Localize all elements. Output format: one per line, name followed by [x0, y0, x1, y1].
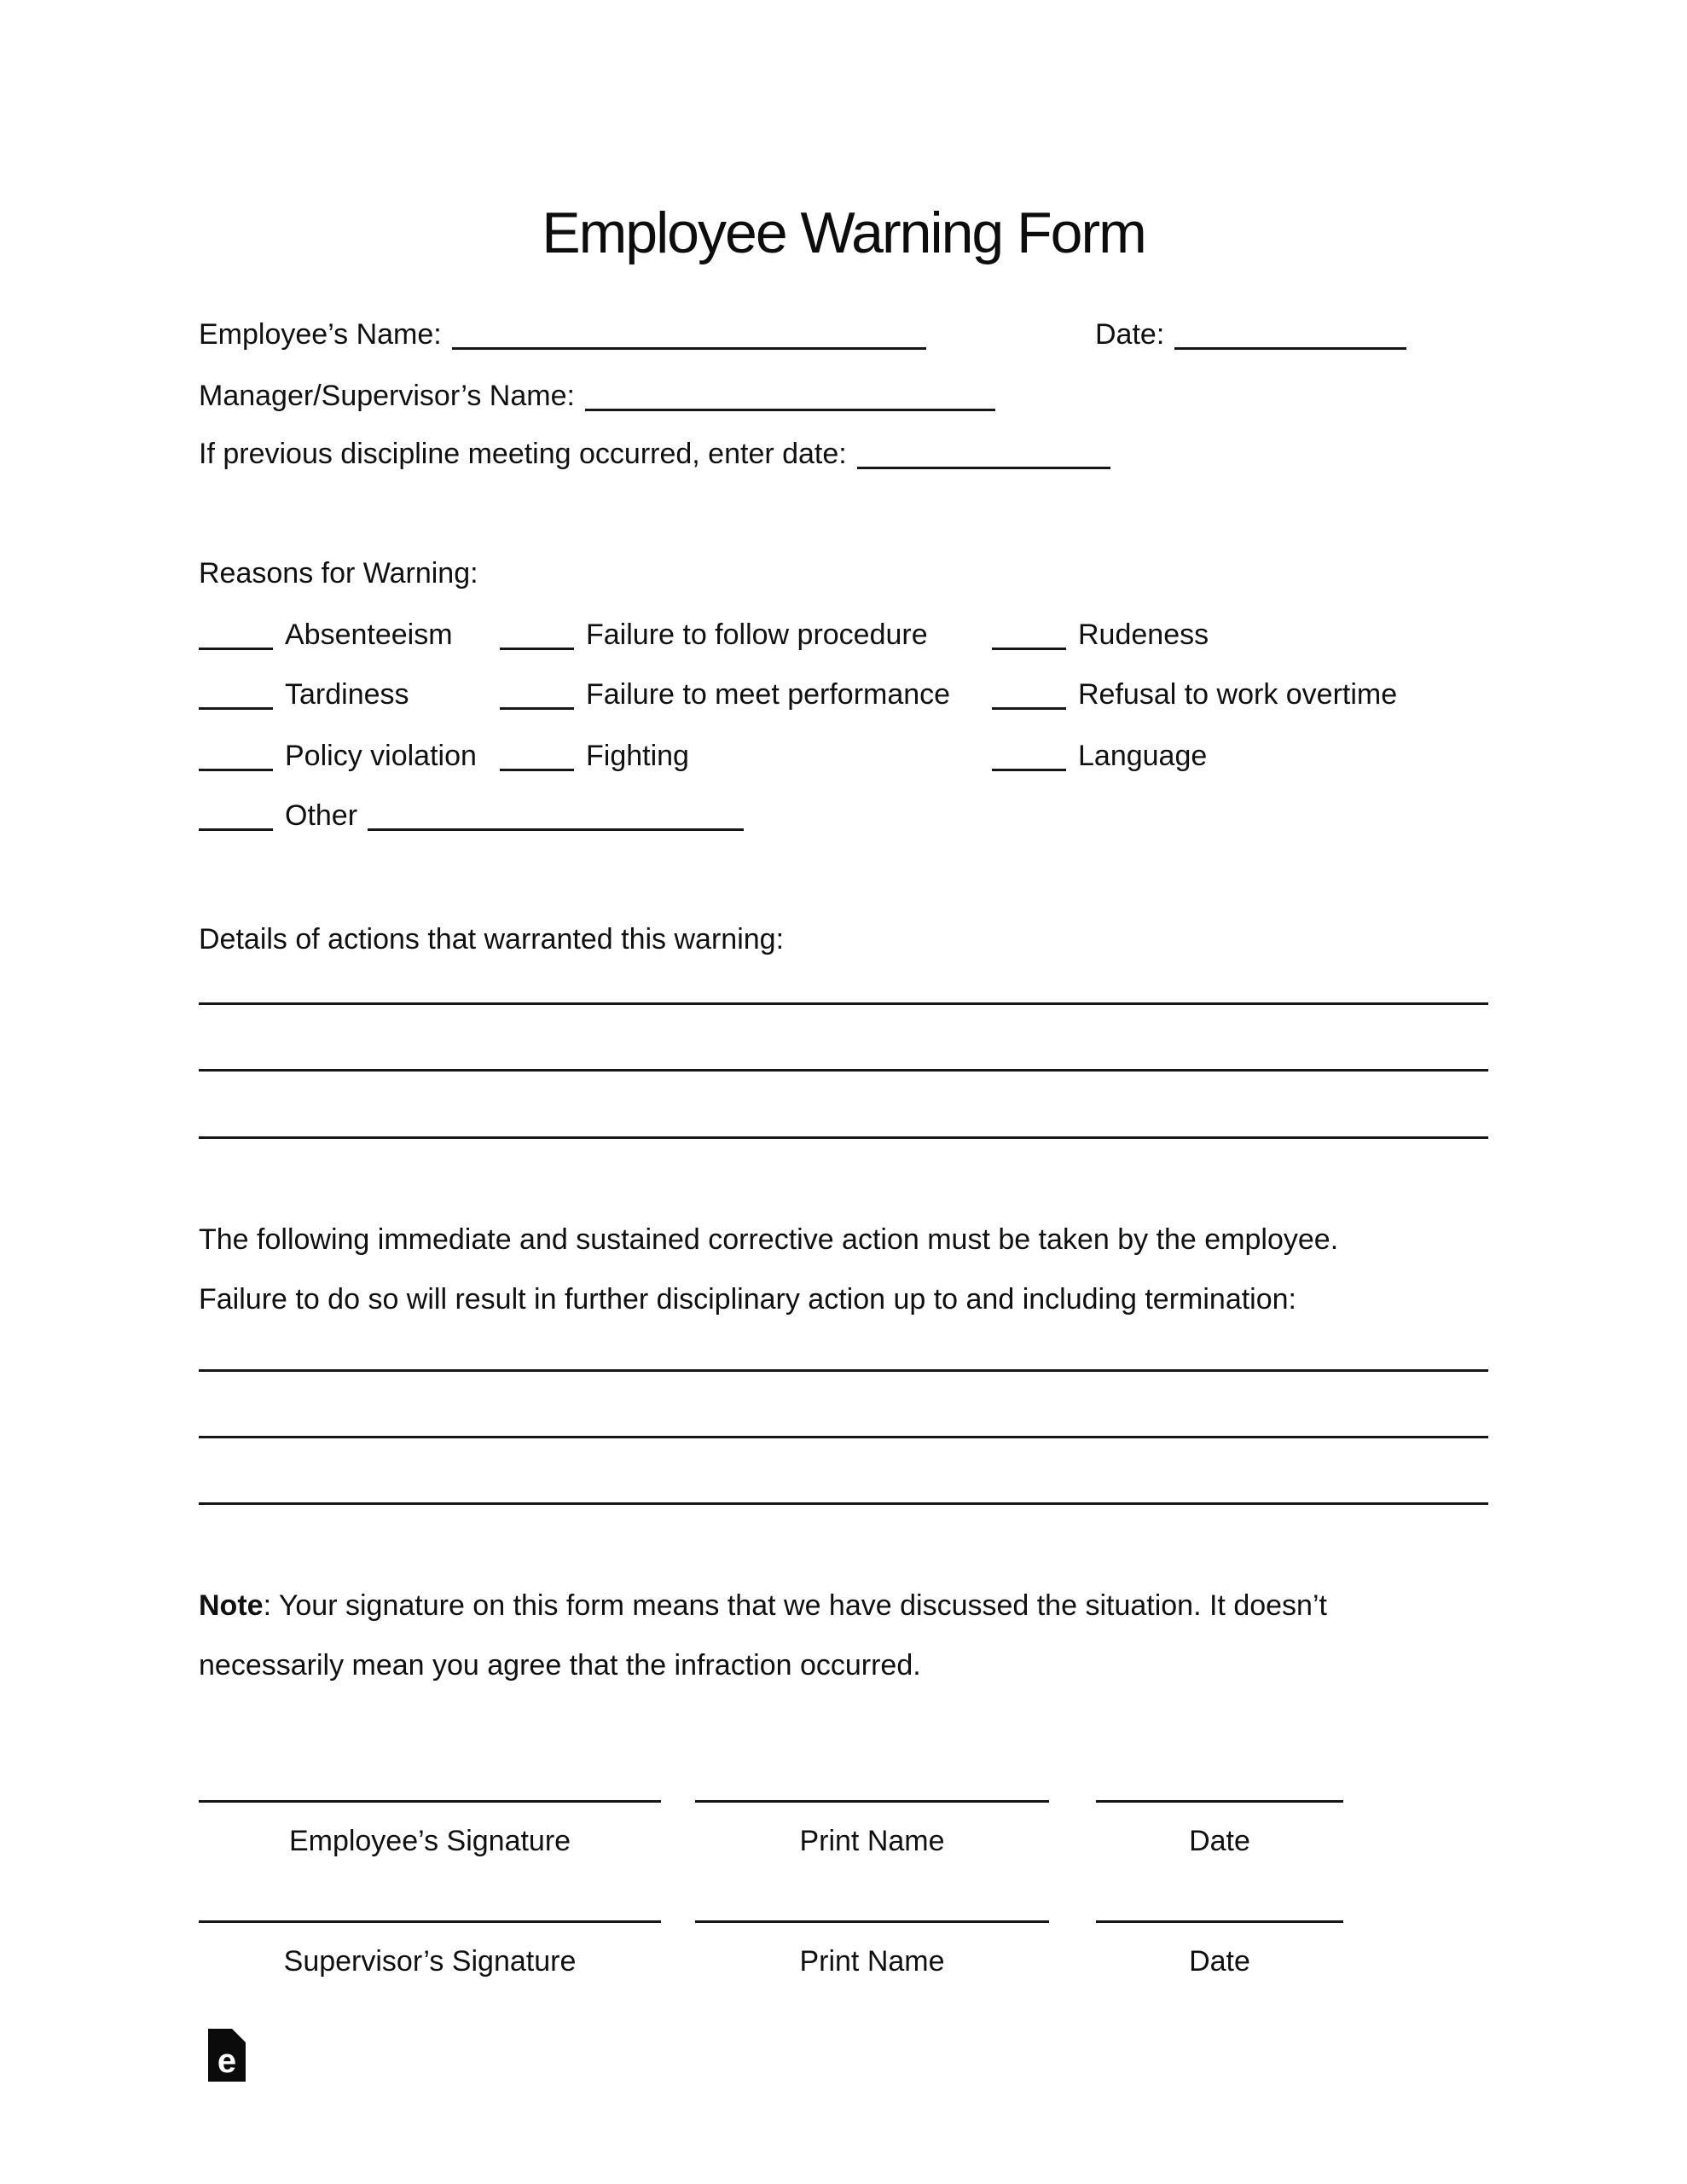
reason-row [199, 737, 1488, 775]
reason-checkbox-blank[interactable] [199, 622, 273, 650]
reason-checkbox-blank[interactable] [199, 743, 273, 771]
supervisor-signature-line[interactable] [199, 1920, 661, 1923]
employee-signature-block [199, 1800, 661, 1856]
reason-label: Policy violation [285, 740, 477, 772]
supervisor-print-name-line[interactable] [695, 1920, 1049, 1923]
reason-label: Tardiness [285, 678, 409, 711]
employee-date-label: Date [1189, 1825, 1250, 1857]
manager-name-blank[interactable] [585, 383, 995, 411]
employee-print-name-block [695, 1800, 1049, 1856]
supervisor-signature-block [199, 1920, 661, 1976]
reason-checkbox-blank[interactable] [992, 743, 1066, 771]
reason-checkbox-blank[interactable] [199, 803, 273, 831]
reason-option-meet-performance [500, 676, 992, 713]
reason-checkbox-blank[interactable] [500, 622, 574, 650]
note-bold-prefix: Note [199, 1589, 264, 1622]
reason-option-follow-procedure [500, 616, 992, 653]
employee-name-blank[interactable] [452, 322, 926, 350]
date-blank[interactable] [1174, 322, 1406, 350]
reason-option-rudeness [992, 616, 1488, 653]
reason-checkbox-blank[interactable] [500, 682, 574, 710]
employee-print-name-label: Print Name [799, 1825, 945, 1857]
employee-date-line[interactable] [1096, 1800, 1343, 1803]
reason-label: Failure to follow procedure [586, 619, 928, 651]
reason-option-tardiness [199, 676, 500, 713]
reason-option-language [992, 737, 1488, 775]
corrective-line-2: Failure to do so will result in further disciplinary action up to and including termination: [199, 1283, 1296, 1316]
reason-option-other [199, 797, 744, 834]
page-title: Employee Warning Form [542, 200, 1145, 265]
reason-label-other: Other [285, 799, 358, 832]
corrective-action-paragraph [199, 1210, 1516, 1329]
reason-option-absenteeism [199, 616, 500, 653]
previous-meeting-label: If previous discipline meeting occurred, enter date: [199, 438, 847, 470]
reason-row [199, 616, 1488, 653]
corrective-writing-line[interactable] [199, 1502, 1488, 1505]
note-line-2: necessarily mean you agree that the infraction occurred. [199, 1649, 921, 1682]
eforms-logo-letter: e [217, 2042, 237, 2080]
supervisor-print-name-block [695, 1920, 1049, 1976]
reason-row-other [199, 797, 1488, 834]
employee-signature-line[interactable] [199, 1800, 661, 1803]
reason-other-blank[interactable] [368, 803, 744, 831]
supervisor-print-name-label: Print Name [799, 1945, 945, 1978]
eforms-logo [208, 2029, 246, 2082]
supervisor-date-label: Date [1189, 1945, 1250, 1978]
reason-label: Rudeness [1078, 619, 1209, 651]
details-writing-line[interactable] [199, 1002, 1488, 1005]
page-fold-flap-icon [232, 2030, 242, 2041]
reason-label: Language [1078, 740, 1208, 772]
details-heading: Details of actions that warranted this warning: [199, 923, 785, 956]
date-group [1095, 316, 1406, 353]
reason-label: Fighting [586, 740, 689, 772]
employee-name-row [199, 316, 1488, 353]
details-writing-line[interactable] [199, 1136, 1488, 1139]
reason-label: Refusal to work overtime [1078, 678, 1398, 711]
manager-name-row [199, 377, 1488, 415]
supervisor-date-block [1096, 1920, 1343, 1976]
reason-option-fighting [500, 737, 992, 775]
employee-signature-label: Employee’s Signature [288, 1825, 571, 1857]
employee-print-name-line[interactable] [695, 1800, 1049, 1803]
previous-meeting-date-blank[interactable] [857, 441, 1110, 469]
reason-label: Failure to meet performance [586, 678, 951, 711]
reason-checkbox-blank[interactable] [992, 622, 1066, 650]
corrective-writing-line[interactable] [199, 1436, 1488, 1438]
note-paragraph [199, 1576, 1516, 1695]
employee-date-block [1096, 1800, 1343, 1856]
manager-name-label: Manager/Supervisor’s Name: [199, 380, 575, 412]
supervisor-signature-label: Supervisor’s Signature [283, 1945, 577, 1978]
reason-checkbox-blank[interactable] [500, 743, 574, 771]
date-label: Date: [1095, 318, 1165, 351]
details-writing-line[interactable] [199, 1069, 1488, 1072]
supervisor-date-line[interactable] [1096, 1920, 1343, 1923]
reason-label: Absenteeism [285, 619, 453, 651]
reason-checkbox-blank[interactable] [992, 682, 1066, 710]
note-line-1: : Your signature on this form means that we have discussed the situation. It doesn’t [263, 1589, 1327, 1622]
corrective-writing-line[interactable] [199, 1369, 1488, 1372]
reason-row [199, 676, 1488, 713]
reason-option-refusal-overtime [992, 676, 1488, 713]
employee-name-label: Employee’s Name: [199, 318, 442, 351]
corrective-line-1: The following immediate and sustained corrective action must be taken by the employee. [199, 1223, 1339, 1256]
reasons-heading: Reasons for Warning: [199, 557, 478, 590]
reason-option-policy-violation [199, 737, 500, 775]
previous-meeting-row [199, 435, 1488, 473]
reason-checkbox-blank[interactable] [199, 682, 273, 710]
